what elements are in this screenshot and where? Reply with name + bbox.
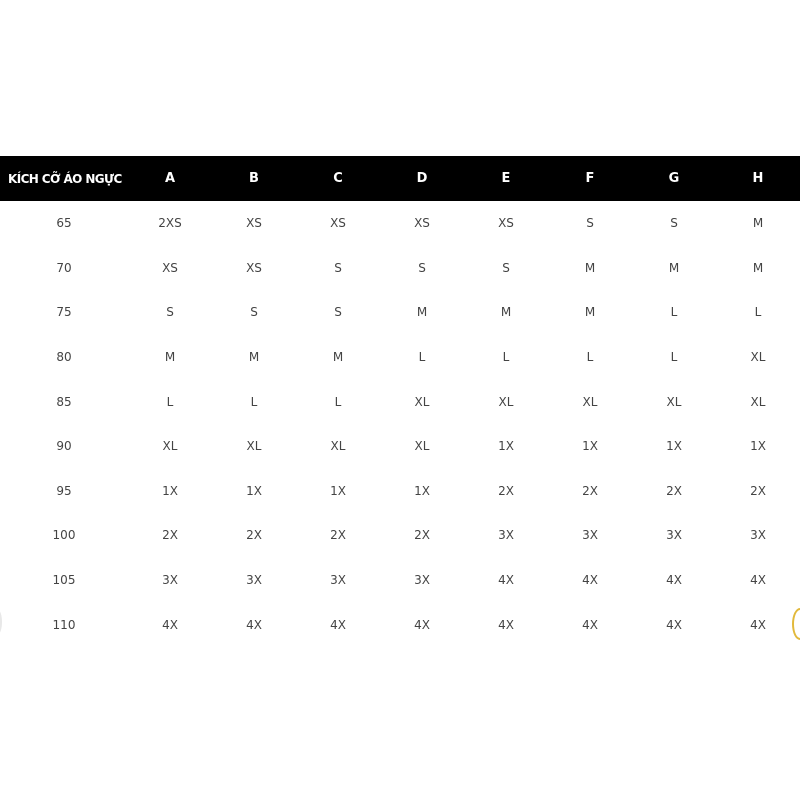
size-cell: 4X (582, 573, 598, 588)
size-cell: XL (750, 394, 766, 409)
size-cell: M (332, 350, 344, 365)
table-row (0, 424, 800, 469)
size-cell: XL (666, 394, 682, 409)
header-cup-f: F (585, 171, 595, 186)
header-cup-e: E (501, 171, 511, 186)
band-size-cell: 95 (56, 483, 72, 498)
size-cell: M (584, 260, 596, 275)
size-cell: 4X (750, 617, 766, 632)
size-cell: 4X (330, 617, 346, 632)
size-cell: 4X (162, 617, 178, 632)
size-cell: 2X (666, 483, 682, 498)
size-cell: 1X (330, 483, 346, 498)
size-cell: XS (414, 216, 430, 231)
size-cell: L (166, 394, 174, 409)
band-size-cell: 80 (56, 350, 72, 365)
band-size-cell: 100 (52, 528, 76, 543)
size-cell: XL (246, 439, 262, 454)
size-cell: 3X (162, 573, 178, 588)
size-cell: 2X (414, 528, 430, 543)
size-cell: M (248, 350, 260, 365)
band-size-cell: 65 (56, 216, 72, 231)
size-cell: S (334, 260, 342, 275)
size-cell: 2X (162, 528, 178, 543)
size-cell: 3X (666, 528, 682, 543)
size-cell: 1X (498, 439, 514, 454)
table-row (0, 379, 800, 424)
size-cell: S (502, 260, 510, 275)
header-row (0, 156, 800, 201)
size-cell: 4X (750, 573, 766, 588)
size-cell: 1X (750, 439, 766, 454)
size-cell: XL (414, 439, 430, 454)
size-cell: XS (498, 216, 514, 231)
size-cell: S (670, 216, 678, 231)
size-cell: 2X (330, 528, 346, 543)
size-cell: XL (414, 394, 430, 409)
table-row (0, 290, 800, 335)
size-cell: S (334, 305, 342, 320)
size-cell: 4X (498, 573, 514, 588)
size-cell: 2X (498, 483, 514, 498)
size-cell: 4X (582, 617, 598, 632)
table-row (0, 602, 800, 647)
size-cell: S (586, 216, 594, 231)
size-cell: 2X (246, 528, 262, 543)
size-cell: XL (498, 394, 514, 409)
size-cell: L (586, 350, 594, 365)
band-size-cell: 110 (52, 617, 76, 632)
size-cell: L (754, 305, 762, 320)
size-cell: XS (246, 216, 262, 231)
size-cell: M (752, 260, 764, 275)
size-cell: M (164, 350, 176, 365)
table-row (0, 335, 800, 380)
size-cell: 1X (414, 483, 430, 498)
size-cell: 3X (750, 528, 766, 543)
size-cell: M (500, 305, 512, 320)
header-cup-g: G (668, 171, 680, 186)
size-cell: L (670, 305, 678, 320)
size-cell: XS (246, 260, 262, 275)
size-cell: XS (330, 216, 346, 231)
size-cell: 3X (582, 528, 598, 543)
band-size-cell: 90 (56, 439, 72, 454)
size-cell: 1X (582, 439, 598, 454)
size-cell: L (502, 350, 510, 365)
table-row (0, 469, 800, 514)
size-cell: M (584, 305, 596, 320)
size-cell: XS (162, 260, 178, 275)
size-cell: XL (330, 439, 346, 454)
size-cell: M (752, 216, 764, 231)
band-size-cell: 85 (56, 394, 72, 409)
table-header (0, 156, 800, 201)
size-cell: 4X (414, 617, 430, 632)
size-cell: L (418, 350, 426, 365)
size-cell: 3X (330, 573, 346, 588)
size-cell: L (670, 350, 678, 365)
size-cell: M (668, 260, 680, 275)
table-body (0, 201, 800, 647)
size-cell: 4X (666, 573, 682, 588)
size-cell: 1X (246, 483, 262, 498)
size-cell: M (416, 305, 428, 320)
band-size-cell: 70 (56, 260, 72, 275)
size-cell: 2XS (158, 216, 182, 231)
header-cup-d: D (416, 171, 428, 186)
band-size-cell: 105 (52, 573, 76, 588)
size-cell: L (334, 394, 342, 409)
size-cell: S (166, 305, 174, 320)
header-cup-a: A (164, 171, 176, 186)
size-cell: 3X (498, 528, 514, 543)
size-chart-table (0, 156, 800, 647)
size-cell: S (250, 305, 258, 320)
size-cell: 1X (666, 439, 682, 454)
size-cell: 3X (414, 573, 430, 588)
header-band-size: KÍCH CỠ ÁO NGỰC (8, 171, 122, 186)
table-row (0, 558, 800, 603)
size-cell: XL (750, 350, 766, 365)
size-cell: 4X (498, 617, 514, 632)
header-cup-c: C (333, 171, 343, 186)
size-cell: XL (582, 394, 598, 409)
table-row (0, 246, 800, 291)
size-cell: S (418, 260, 426, 275)
header-cup-b: B (249, 171, 259, 186)
size-cell: 4X (666, 617, 682, 632)
size-cell: 2X (582, 483, 598, 498)
size-cell: L (250, 394, 258, 409)
table-row (0, 513, 800, 558)
table-row (0, 201, 800, 246)
size-cell: XL (162, 439, 178, 454)
size-cell: 2X (750, 483, 766, 498)
size-cell: 1X (162, 483, 178, 498)
size-cell: 3X (246, 573, 262, 588)
band-size-cell: 75 (56, 305, 72, 320)
size-cell: 4X (246, 617, 262, 632)
header-cup-h: H (752, 171, 764, 186)
